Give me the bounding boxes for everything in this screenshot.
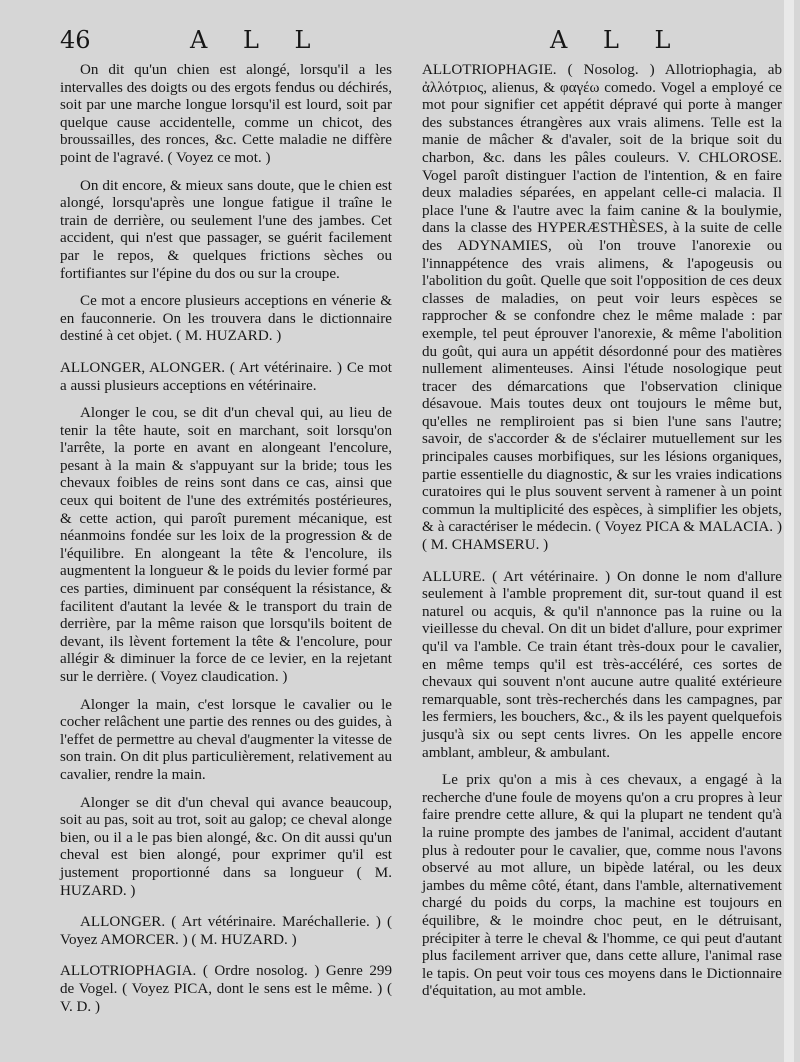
running-head-left: A L L <box>190 26 325 54</box>
entry-allonger: ALLONGER, ALONGER. ( Art vétérinaire. ) Ce mot a aussi plusieurs acceptions en vétérinaire. <box>60 359 392 394</box>
paragraph-acceptions: Ce mot a encore plusieurs acceptions en vénerie & en fauconnerie. On les trouvera dans le dictionnaire destiné à cet objet. ( M. HUZARD. ) <box>60 293 392 345</box>
paragraph-alonger-cheval: Alonger se dit d'un cheval qui avance beaucoup, soit au pas, soit au trot, soit au galop; ce cheval alonge bien, ou il a le pas bien alongé, &c. On dit aussi qu'un cheval est bien alongé, pour exprimer qu'il est justement proportionné dans sa longueur ( M. HUZARD. ) <box>60 794 392 899</box>
running-head <box>60 26 780 56</box>
running-head-right: A L L <box>550 26 685 54</box>
page-number: 46 <box>60 26 91 54</box>
left-column <box>60 62 392 1016</box>
paragraph-alonger-la-main: Alonger la main, c'est lorsque le cavalier ou le cocher relâchent une partie des rennes ou des guides, à l'effet de permettre au cheval d'augmenter la vitesse de son train. On dit plus particulièrement, relativement au cavalier, rendre la main. <box>60 696 392 783</box>
entry-allonger-marechallerie: ALLONGER. ( Art vétérinaire. Maréchallerie. ) ( Voyez AMORCER. ) ( M. HUZARD. ) <box>60 914 392 948</box>
entry-allure: ALLURE. ( Art vétérinaire. ) On donne le nom d'allure seulement à l'amble proprement dit, sur-tout quand il est naturel ou acquis, & qu'il n'annonce pas la ruine ou la vieillesse du cheval. On dit un bidet d'allure, pour exprimer qu'il va l'amble. Ce train étant très-doux pour le cavalier, en même temps qu'il est très-accéléré, ces sortes de chevaux qui souvent n'ont aucune autre qualité extérieure remarquable, sont très-recherchés dans les campagnes, par les fermiers, les bouchers, &c., & ils les payent quelquefois jusqu'à six ou sept cents livres. On les appelle encore amblant, ambleur, & ambulant. <box>422 568 782 761</box>
entry-allotriophagia: ALLOTRIOPHAGIA. ( Ordre nosolog. ) Genre 299 de Vogel. ( Voyez PICA, dont le sens est le même. ) ( V. D. ) <box>60 963 392 1015</box>
entry-allotriophagie: ALLOTRIOPHAGIE. ( Nosolog. ) Allotriophagia, ab ἀλλότριος, alienus, & φαγέω comedo. Vogel a employé ce mot pour signifier cet appétit dépravé qui porte à manger des substances étrangères aux vrais alimens. Telle est la manie de mâcher & d'avaler, soit de la brique soit du charbon, &c. dans les pâles couleurs. V. CHLOROSE. Vogel paroît distinguer l'action de l'intention, & en faire deux maladies séparées, en appelant celle-ci malacia. Il place l'une & l'autre avec la faim canine & la boulymie, dans la classe des HYPERÆSTHÈSES, à la suite de celle des ADYNAMIES, où l'on trouve l'anorexie ou l'innappétence des vrais alimens, & l'apogeusis ou l'abolition du goût. Quelle que soit l'opposition de ces deux classes de maladies, on peut voir leurs espèces se rapprocher & se confondre chez le même malade : par exemple, tel peut éprouver l'anorexie, & même l'abolition du goût, qui aura un appétit désordonné pour des matières nullement alimenteuses. Ainsi l'étude nosologique peut tracer des démarcations que l'observation clinique désavoue. Mais toutes deux ont toujours le même but, qu'elles ne rempliroient pas si bien l'une sans l'autre; savoir, de s'accorder & de s'éclairer mutuellement sur les principales causes morbifiques, sur les lésions organiques, partie essentielle du diagnostic, & sur les vraies indications curatoires qui le plus souvent servent à ramener à un point commun la multiplicité des espèces, à simplifier les objets, & à caractériser le médecin. ( Voyez PICA & MALACIA. ) ( M. CHAMSERU. ) <box>422 62 782 554</box>
page-edge <box>784 0 794 1062</box>
paragraph-prix-chevaux: Le prix qu'on a mis à ces chevaux, a engagé à la recherche d'une foule de moyens qu'on a cru propres à leur faire prendre cette allure, & qui la plupart ne tendent qu'à la ruine prompte des jambes de l'animal, accident d'autant plus à redouter pour le cavalier, que, comme nous l'avons observé au mot allure, un bipède latéral, ou les deux jambes du même côté, étant, dans l'amble, alternativement chargé du poids du corps, la machine est toujours en équilibre, & le moindre choc peut, en le détruisant, précipiter à terre le cheval & l'homme, ce qui peut d'autant plus facilement arriver que, dans cette allure, l'animal rase le tapis. On peut voir tous ces moyens dans le Dictionnaire d'équitation, au mot amble. <box>422 772 782 1000</box>
paragraph-chien-alonge-2: On dit encore, & mieux sans doute, que le chien est alongé, lorsqu'après une longue fatigue il traîne le train de derrière, ou seulement l'une des jambes. Cet accident, qui n'est que passager, se guérit facilement par le repos, & quelques frictions sèches ou fortifiantes sur l'épine du dos ou sur la croupe. <box>60 177 392 282</box>
paragraph-alonger-le-cou: Alonger le cou, se dit d'un cheval qui, au lieu de tenir la tête haute, soit en marchant, soit lorsqu'on l'arrête, la porte en avant en alongeant l'encolure, pesant à la main & s'appuyant sur la bride; tous les chevaux foibles de reins sont dans ce cas, ainsi que ceux qui boitent de l'une des extrémités postérieures, & cette action, qui paroît purement mécanique, est néanmoins fondée sur les loix de la progression & de l'équilibre. En alongeant la tête & l'encolure, ils augmentent la longueur & le poids du levier formé par ces parties, diminuent par conséquent la résistance, & facilitent d'autant la levée & le transport du train de derrière, par la même raison que lorsqu'ils boitent de devant, ils lèvent fortement la tête & l'encolure, pour allégir & diminuer la force de ce levier, en la rejetant sur le derrière. ( Voyez claudication. ) <box>60 405 392 685</box>
paragraph-chien-alonge: On dit qu'un chien est alongé, lorsqu'il a les intervalles des doigts ou des ergots fendus ou déchirés, soit par une marche longue lorsqu'il est lourd, soit par quelque cause accidentelle, comme un chicot, des broussailles, des ronces, &c. Cette maladie ne diffère point de l'agravé. ( Voyez ce mot. ) <box>60 62 392 166</box>
right-column <box>422 62 782 1001</box>
